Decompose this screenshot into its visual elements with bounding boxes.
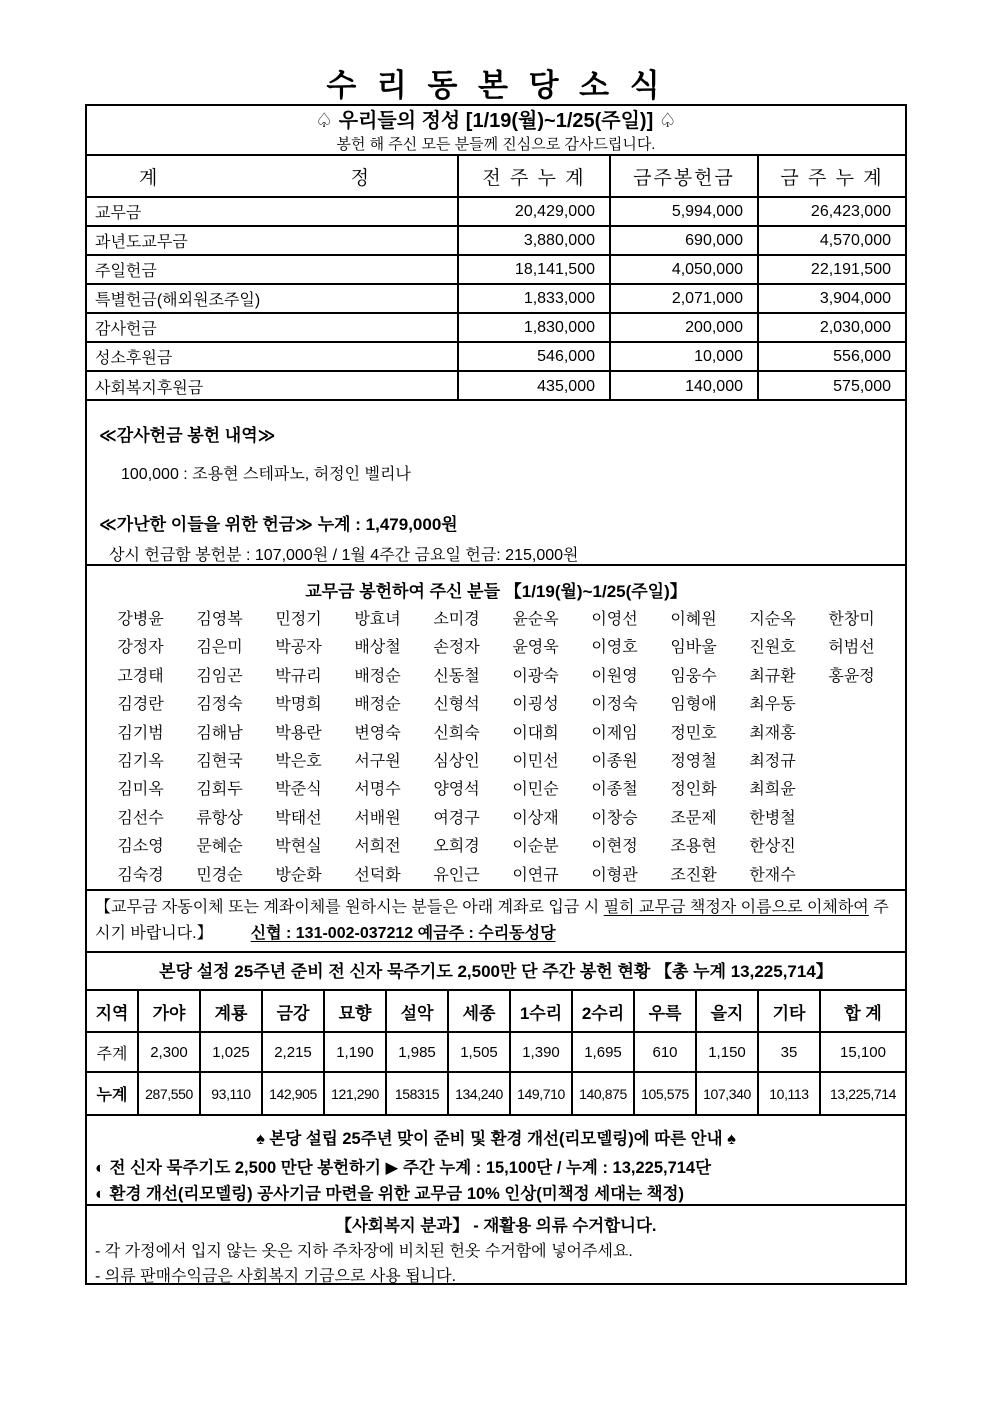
- donor-name: 김숙경: [117, 866, 164, 884]
- rosary-col-header: 금강: [261, 991, 323, 1031]
- donor-name: 홍윤정: [828, 667, 875, 685]
- offering-week-amount-value: 2,071,000: [609, 285, 757, 312]
- offering-col-week-amount: 금주봉헌금: [609, 156, 757, 196]
- rosary-col-header: 세종: [447, 991, 509, 1031]
- offering-account-header-cell: [87, 156, 457, 196]
- rosary-value: 105,575: [633, 1073, 695, 1114]
- rosary-value: 1,150: [695, 1033, 757, 1071]
- offering-week-amount-value: 140,000: [609, 372, 757, 401]
- donor-name: 이광숙: [512, 667, 559, 685]
- offering-week-amount-value: 690,000: [609, 227, 757, 254]
- offering-col-week-total: 금 주 누 계: [757, 156, 905, 196]
- donor-name: 김기옥: [117, 752, 164, 770]
- offering-row: [87, 372, 905, 401]
- rosary-value: 1,390: [509, 1033, 571, 1071]
- donor-name: 민정기: [275, 611, 322, 628]
- transfer-notice-underlined: 필히 교무금 책정자 이름으로 이체하여: [603, 899, 869, 916]
- rosary-table: [87, 991, 905, 1116]
- donor-name: 조문제: [670, 809, 717, 827]
- donor-name: 이현정: [591, 838, 638, 856]
- offering-week-total-value: 4,570,000: [757, 227, 905, 254]
- offering-table-body: [87, 198, 905, 401]
- donor-name: 이민순: [512, 781, 559, 799]
- donor-name: 임웅수: [670, 667, 717, 685]
- rosary-col-header: 가야: [137, 991, 199, 1031]
- donor-name: 민경순: [196, 866, 243, 884]
- offering-row: [87, 314, 905, 343]
- thanks-section: [87, 401, 905, 566]
- donor-name: 임바울: [670, 639, 717, 657]
- donor-name: [812, 805, 891, 833]
- donor-name: 한창미: [828, 611, 875, 628]
- offering-row: [87, 343, 905, 372]
- rosary-col-header: 2수리: [571, 991, 633, 1031]
- offering-account-header-right: 정: [350, 167, 369, 189]
- welfare-section: [87, 1206, 905, 1286]
- donor-name: 진원호: [749, 639, 796, 657]
- offering-week-amount-value: 10,000: [609, 343, 757, 370]
- rosary-col-header: 묘향: [323, 991, 385, 1031]
- donor-name: 이영호: [591, 639, 638, 657]
- donor-name: 김임곤: [196, 667, 243, 685]
- donor-name: 박현실: [275, 838, 322, 856]
- donor-name: 이연규: [512, 866, 559, 884]
- donor-name: 신형석: [433, 696, 480, 714]
- donor-name: 허범선: [828, 639, 875, 657]
- welfare-line-proceeds: - 의류 판매수익금은 사회복지 기금으로 사용 됩니다.: [95, 1268, 457, 1285]
- offering-row: [87, 285, 905, 314]
- donor-name: 이종원: [591, 752, 638, 770]
- announcement-section: [87, 1116, 905, 1206]
- offering-row-label: 감사헌금: [95, 321, 157, 338]
- donor-name: 이창승: [591, 809, 638, 827]
- offering-header: ♤ 우리들의 정성 [1/19(월)~1/25(주일)] ♤: [315, 110, 677, 132]
- donor-name: 조용현: [670, 838, 717, 856]
- welfare-line-collection: - 각 가정에서 입지 않는 옷은 지하 주차장에 비치된 헌옷 수거함에 넣어주세요.: [95, 1243, 633, 1260]
- donors-section: [87, 566, 905, 891]
- rosary-cumulative-row: [87, 1073, 905, 1114]
- offering-table: [87, 156, 905, 401]
- donor-name: 김정숙: [196, 696, 243, 714]
- rosary-value: 158315: [385, 1073, 447, 1114]
- donor-name: 이종철: [591, 781, 638, 799]
- donor-name: [812, 833, 891, 861]
- offering-table-header-row: [87, 156, 905, 198]
- donor-name: 이제임: [591, 724, 638, 742]
- donor-name: [812, 776, 891, 804]
- offering-row-label: 성소후원금: [95, 350, 173, 367]
- donor-name: 선덕화: [354, 866, 401, 884]
- donor-name: [812, 862, 891, 890]
- offering-prev-total-value: 20,429,000: [457, 198, 609, 225]
- donors-title: 교무금 봉헌하여 주신 분들 【1/19(월)~1/25(주일)】: [305, 582, 687, 601]
- donor-name: 서구원: [354, 752, 401, 770]
- donor-name: 김기범: [117, 724, 164, 742]
- donor-name: 신희숙: [433, 724, 480, 742]
- transfer-notice-text: 【교무금 자동이체 또는 계좌이체를 원하시는 분들은 아래 계좌로 입금 시: [95, 899, 604, 916]
- donor-name: 최희윤: [749, 781, 796, 799]
- announcement-title: ♠ 본당 설립 25주년 맞이 준비 및 환경 개선(리모델링)에 따른 안내 ♠: [256, 1130, 736, 1148]
- donor-name: 박명희: [275, 696, 322, 714]
- donor-name: 정영철: [670, 752, 717, 770]
- donor-name: 이형관: [591, 866, 638, 884]
- transfer-account: 신협 : 131-002-037212 예금주 : 수리동성당: [250, 925, 556, 942]
- donor-name: 고경태: [117, 667, 164, 685]
- rosary-value: 134,240: [447, 1073, 509, 1114]
- offering-row-label: 교무금: [95, 205, 142, 222]
- transfer-notice-tail: 주시기 바랍니다.】: [95, 899, 889, 942]
- donor-name: 신동철: [433, 667, 480, 685]
- donor-name: 류항상: [196, 809, 243, 827]
- offering-week-total-value: 556,000: [757, 343, 905, 370]
- donor-name: 문혜순: [196, 838, 243, 856]
- donor-name: 김미옥: [117, 781, 164, 799]
- rosary-col-header: 설악: [385, 991, 447, 1031]
- rosary-value: 93,110: [199, 1073, 261, 1114]
- donor-name: 양영석: [433, 781, 480, 799]
- offering-prev-total-value: 3,880,000: [457, 227, 609, 254]
- donor-name: 유인근: [433, 866, 480, 884]
- donor-name: 김해남: [196, 724, 243, 742]
- rosary-value: 15,100: [819, 1033, 905, 1071]
- rosary-value: 142,905: [261, 1073, 323, 1114]
- thanks-detail: 100,000 : 조용현 스테파노, 허정인 벨리나: [121, 466, 411, 483]
- donor-name: 최정규: [749, 752, 796, 770]
- donor-name: 김소영: [117, 838, 164, 856]
- donor-name: 이정숙: [591, 696, 638, 714]
- rosary-value: 1,985: [385, 1033, 447, 1071]
- poor-fund-title: ≪가난한 이들을 위한 헌금≫ 누계 : 1,479,000원: [99, 515, 458, 534]
- donor-name: 방효녀: [354, 611, 401, 628]
- offering-week-total-value: 22,191,500: [757, 256, 905, 283]
- donor-name: 이혜원: [670, 611, 717, 628]
- poor-fund-detail: 상시 헌금함 봉헌분 : 107,000원 / 1월 4주간 금요일 헌금: 215,000원: [109, 547, 579, 564]
- rosary-col-header: 지역: [95, 1003, 129, 1023]
- donor-name: 김회두: [196, 781, 243, 799]
- rosary-value: 2,300: [137, 1033, 199, 1071]
- donor-name: 이굉성: [512, 696, 559, 714]
- rosary-value: 149,710: [509, 1073, 571, 1114]
- announcement-item-rosary: ◐ 전 신자 묵주기도 2,500 만단 봉헌하기 ▶ 주간 누계 : 15,100단 / 누계 : 13,225,714단: [95, 1159, 712, 1177]
- rosary-value: 121,290: [323, 1073, 385, 1114]
- offering-prev-total-value: 546,000: [457, 343, 609, 370]
- donor-name: 박태선: [275, 809, 322, 827]
- donor-name: 서희전: [354, 838, 401, 856]
- donor-name: 지순옥: [749, 611, 796, 628]
- donor-name: 배상철: [354, 639, 401, 657]
- donor-name: 오희경: [433, 838, 480, 856]
- offering-row: [87, 227, 905, 256]
- donor-name: 서배원: [354, 809, 401, 827]
- rosary-value: 35: [757, 1033, 819, 1071]
- donor-name: [812, 720, 891, 748]
- donor-name: 정인화: [670, 781, 717, 799]
- rosary-value: 10,113: [757, 1073, 819, 1114]
- rosary-value: 13,225,714: [819, 1073, 905, 1114]
- donor-name: 김은미: [196, 639, 243, 657]
- offering-row: [87, 256, 905, 285]
- offering-week-amount-value: 5,994,000: [609, 198, 757, 225]
- rosary-col-header: 1수리: [509, 991, 571, 1031]
- offering-week-total-value: 3,904,000: [757, 285, 905, 312]
- donor-name: 박공자: [275, 639, 322, 657]
- donor-name: 이민선: [512, 752, 559, 770]
- welfare-title: 【사회복지 분과】 - 재활용 의류 수거합니다.: [335, 1217, 657, 1235]
- donor-name: 임형애: [670, 696, 717, 714]
- offering-row-label: 사회복지후원금: [95, 380, 204, 397]
- donor-name: [812, 748, 891, 776]
- donors-grid: [87, 606, 905, 890]
- rosary-value: 140,875: [571, 1073, 633, 1114]
- offering-subheader: 봉헌 해 주신 모든 분들께 진심으로 감사드립니다.: [336, 136, 656, 153]
- offering-row-label: 특별헌금(해외원조주일): [95, 292, 261, 309]
- rosary-value: 1,505: [447, 1033, 509, 1071]
- donor-name: 김영복: [196, 611, 243, 628]
- donor-name: 이대희: [512, 724, 559, 742]
- rosary-value: 1,025: [199, 1033, 261, 1071]
- page-title: 수 리 동 본 당 소 식: [326, 68, 666, 103]
- donor-name: 여경구: [433, 809, 480, 827]
- offering-row-label: 주일헌금: [95, 263, 157, 280]
- donor-name: 박은호: [275, 752, 322, 770]
- rosary-title: 본당 설정 25주년 준비 전 신자 묵주기도 2,500만 단 주간 봉헌 현황 【총 누계 13,225,714】: [87, 953, 905, 991]
- donor-name: [812, 691, 891, 719]
- donor-name: 윤순옥: [512, 611, 559, 628]
- donor-name: 최규환: [749, 667, 796, 685]
- donor-name: 변영숙: [354, 724, 401, 742]
- rosary-col-header: 우륵: [633, 991, 695, 1031]
- rosary-week-row: [87, 1033, 905, 1073]
- donor-name: 심상인: [433, 752, 480, 770]
- donor-name: 최우동: [749, 696, 796, 714]
- rosary-col-header: 기타: [757, 991, 819, 1031]
- donor-name: 이원영: [591, 667, 638, 685]
- donor-name: 김경란: [117, 696, 164, 714]
- offering-col-prev-total: 전 주 누 계: [457, 156, 609, 196]
- donor-name: 소미경: [433, 611, 480, 628]
- donor-name: 배정순: [354, 696, 401, 714]
- donor-name: 한병철: [749, 809, 796, 827]
- offering-header-section: [87, 106, 905, 156]
- rosary-value: 287,550: [137, 1073, 199, 1114]
- thanks-title: ≪감사헌금 봉헌 내역≫: [99, 426, 276, 445]
- offering-prev-total-value: 1,833,000: [457, 285, 609, 312]
- offering-prev-total-value: 435,000: [457, 372, 609, 401]
- transfer-notice-section: [87, 891, 905, 953]
- rosary-value: 1,190: [323, 1033, 385, 1071]
- donor-name: 박용란: [275, 724, 322, 742]
- donor-name: 이영선: [591, 611, 638, 628]
- donor-name: 이순분: [512, 838, 559, 856]
- donor-name: 정민호: [670, 724, 717, 742]
- donor-name: 김선수: [117, 809, 164, 827]
- rosary-header-row: [87, 991, 905, 1033]
- donor-name: 서명수: [354, 781, 401, 799]
- rosary-col-header: 을지: [695, 991, 757, 1031]
- donor-name: 최재홍: [749, 724, 796, 742]
- donor-name: 배정순: [354, 667, 401, 685]
- donor-name: 박규리: [275, 667, 322, 685]
- rosary-col-header: 합 계: [819, 991, 905, 1031]
- offering-week-total-value: 575,000: [757, 372, 905, 401]
- offering-prev-total-value: 1,830,000: [457, 314, 609, 341]
- offering-week-amount-value: 200,000: [609, 314, 757, 341]
- offering-row-label: 과년도교무금: [95, 234, 188, 251]
- donor-name: 박준식: [275, 781, 322, 799]
- rosary-row-label: 누계: [96, 1087, 128, 1104]
- rosary-value: 1,695: [571, 1033, 633, 1071]
- offering-week-amount-value: 4,050,000: [609, 256, 757, 283]
- rosary-value: 2,215: [261, 1033, 323, 1071]
- donor-name: 윤영욱: [512, 639, 559, 657]
- rosary-row-label: 주계: [96, 1045, 128, 1063]
- rosary-col-header: 계룡: [199, 991, 261, 1031]
- donor-name: 이상재: [512, 809, 559, 827]
- rosary-value: 610: [633, 1033, 695, 1071]
- donor-name: 한상진: [749, 838, 796, 856]
- donor-name: 방순화: [275, 866, 322, 884]
- donor-name: 조진환: [670, 866, 717, 884]
- offering-account-header-left: 계: [139, 167, 158, 189]
- offering-row: [87, 198, 905, 227]
- donor-name: 강정자: [117, 639, 164, 657]
- offering-week-total-value: 26,423,000: [757, 198, 905, 225]
- donor-name: 김현국: [196, 752, 243, 770]
- donor-name: 손정자: [433, 639, 480, 657]
- bulletin-frame: [85, 104, 907, 1285]
- donor-name: 한재수: [749, 866, 796, 884]
- offering-prev-total-value: 18,141,500: [457, 256, 609, 283]
- donor-name: 강병윤: [117, 611, 164, 628]
- rosary-value: 107,340: [695, 1073, 757, 1114]
- offering-week-total-value: 2,030,000: [757, 314, 905, 341]
- announcement-item-remodel: ◐ 환경 개선(리모델링) 공사기금 마련을 위한 교무금 10% 인상(미책정 세대는 책정): [95, 1185, 684, 1203]
